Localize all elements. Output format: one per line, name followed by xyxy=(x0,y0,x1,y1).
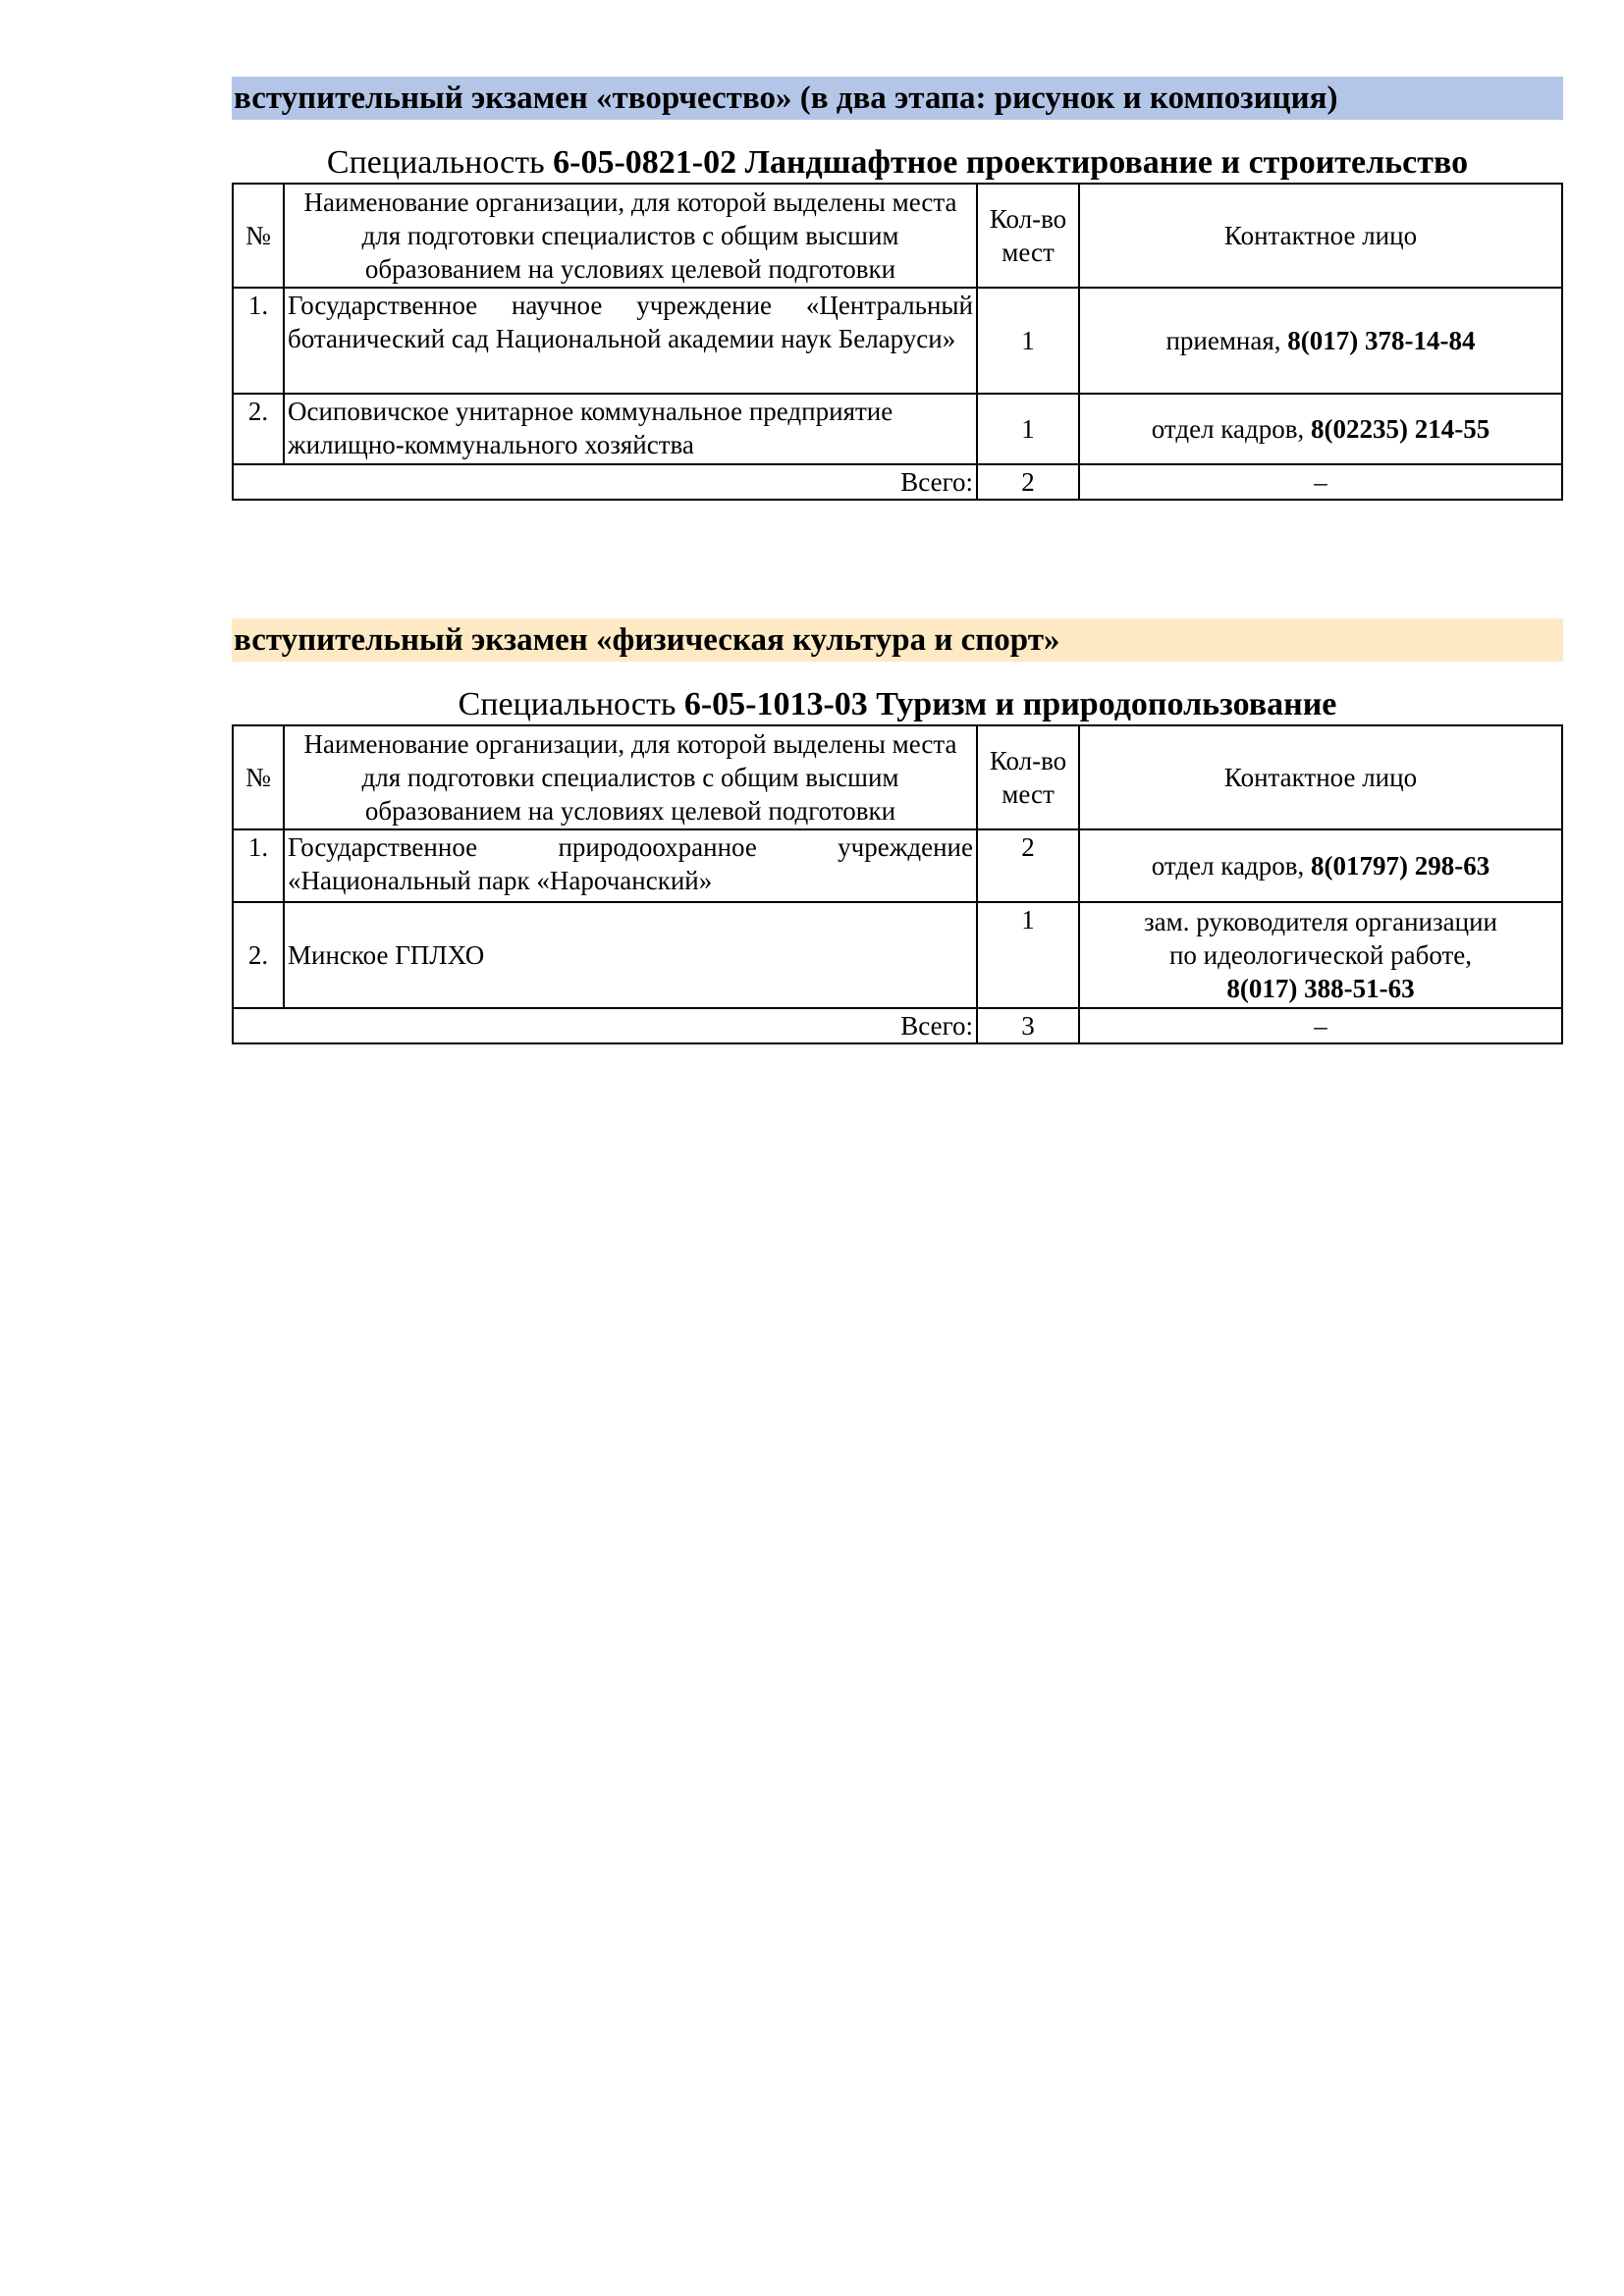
contact-prefix: отдел кадров, xyxy=(1151,414,1311,444)
total-label: Всего: xyxy=(233,1008,977,1043)
specialty-prefix: Специальность xyxy=(458,686,684,722)
contact-line: по идеологической работе, xyxy=(1168,940,1473,970)
row-org: Минское ГПЛХО xyxy=(284,902,977,1008)
header-qty: Кол-во мест xyxy=(977,184,1079,288)
header-org: Наименование организации, для которой выделены места для подготовки специалистов с общим высшим образованием на условиях целевой подготовки xyxy=(284,184,977,288)
header-org: Наименование организации, для которой выделены места для подготовки специалистов с общим высшим образованием на условиях целевой подготовки xyxy=(284,725,977,829)
row-qty: 2 xyxy=(977,829,1079,902)
contact-phone: 8(017) 388-51-63 xyxy=(1226,974,1415,1003)
row-contact xyxy=(1079,829,1562,902)
table-row xyxy=(233,902,1562,1008)
total-row xyxy=(233,464,1562,500)
table-header-row xyxy=(233,184,1562,288)
specialty-code-name: 6-05-0821-02 Ландшафтное проектирование и строительство xyxy=(553,144,1469,181)
header-num: № xyxy=(233,184,284,288)
table-row xyxy=(233,288,1562,394)
quota-table xyxy=(232,724,1563,1044)
specialty-code-name: 6-05-1013-03 Туризм и природопользование xyxy=(683,686,1337,722)
total-label: Всего: xyxy=(233,464,977,500)
total-contact: – xyxy=(1079,1008,1562,1043)
row-org: Государственное природоохранное учреждение «Национальный парк «Нарочанский» xyxy=(284,829,977,902)
specialty-title xyxy=(232,143,1563,183)
section-sport xyxy=(232,618,1563,1044)
total-qty: 3 xyxy=(977,1008,1079,1043)
row-qty: 1 xyxy=(977,288,1079,394)
header-qty: Кол-во мест xyxy=(977,725,1079,829)
header-contact: Контактное лицо xyxy=(1079,725,1562,829)
row-num: 1. xyxy=(233,829,284,902)
header-contact: Контактное лицо xyxy=(1079,184,1562,288)
specialty-title xyxy=(232,685,1563,724)
contact-line: зам. руководителя организации xyxy=(1144,907,1497,936)
total-row xyxy=(233,1008,1562,1043)
contact-phone: 8(017) 378-14-84 xyxy=(1287,326,1476,355)
table-row xyxy=(233,829,1562,902)
row-num: 1. xyxy=(233,288,284,394)
specialty-prefix: Специальность xyxy=(326,144,554,181)
row-qty: 1 xyxy=(977,394,1079,464)
row-contact xyxy=(1079,394,1562,464)
contact-phone: 8(01797) 298-63 xyxy=(1310,851,1490,881)
contact-prefix: отдел кадров, xyxy=(1151,851,1311,881)
row-org: Государственное научное учреждение «Центральный ботанический сад Национальной академии наук Беларуси» xyxy=(284,288,977,394)
section-creativity xyxy=(232,77,1563,501)
row-num: 2. xyxy=(233,394,284,464)
header-num: № xyxy=(233,725,284,829)
contact-phone: 8(02235) 214-55 xyxy=(1310,414,1490,444)
table-row xyxy=(233,394,1562,464)
exam-banner: вступительный экзамен «творчество» (в два этапа: рисунок и композиция) xyxy=(232,77,1563,120)
row-qty: 1 xyxy=(977,902,1079,1008)
exam-banner: вступительный экзамен «физическая культура и спорт» xyxy=(232,618,1563,662)
quota-table xyxy=(232,183,1563,501)
contact-prefix: приемная, xyxy=(1165,326,1288,355)
table-header-row xyxy=(233,725,1562,829)
row-num: 2. xyxy=(233,902,284,1008)
total-qty: 2 xyxy=(977,464,1079,500)
row-org: Осиповичское унитарное коммунальное предприятие жилищно-коммунального хозяйства xyxy=(284,394,977,464)
row-contact xyxy=(1079,288,1562,394)
total-contact: – xyxy=(1079,464,1562,500)
row-contact xyxy=(1079,902,1562,1008)
